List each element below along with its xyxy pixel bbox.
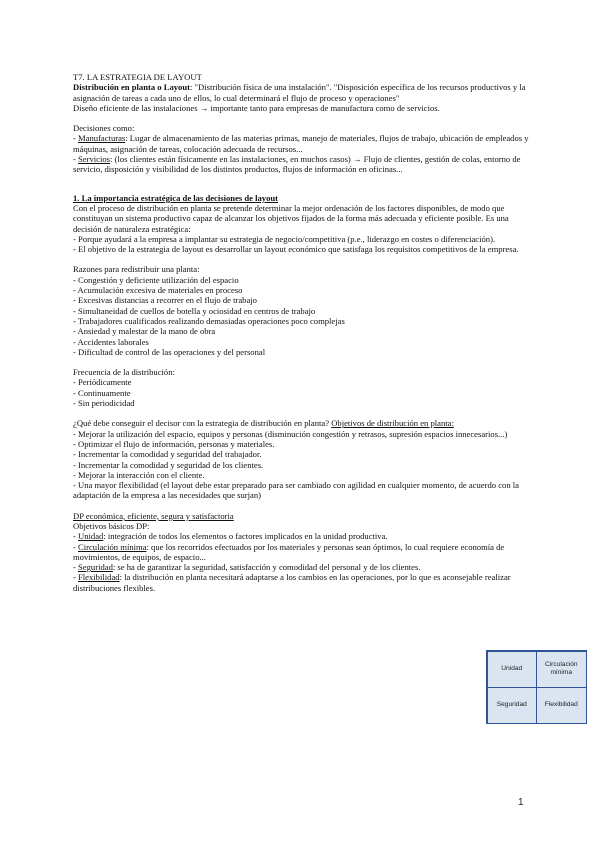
list-item: - Acumulación excesiva de materiales en proceso — [73, 285, 243, 296]
document-body — [73, 72, 535, 593]
dp-item: - Circulación mínima: que los recorridos efectuados por los materiales y personas sean óptimos, lo cual requiere economía de movimientos, de equipos, de espacio... — [73, 541, 505, 562]
list-item: - Sin periodicidad — [73, 398, 135, 409]
dp-text: : se ha de garantizar la seguridad, satisfacción y comodidad del personal y de los clientes. — [112, 562, 421, 573]
dp-objectives-grid — [486, 650, 587, 724]
decision-term: Manufacturas — [78, 133, 126, 144]
list-item: - Periódicamente — [73, 377, 132, 388]
section-1-paragraph: - El objetivo de la estrategia de layout es desarrollar un layout económico que satisfaga los requisitos competitivos de la empresa. — [73, 244, 519, 255]
section-1-paragraph: - Porque ayudará a la empresa a implantar su estrategia de negocio/competitiva (p.e., liderazgo en costes o diferenciación). — [73, 233, 496, 244]
dp-term: Flexibilidad — [78, 572, 120, 583]
decision-text: : Lugar de almacenamiento de las materias primas, manejo de materiales, flujos de trabajo, ubicación de empleados y máquinas, asignación de tareas, colocación adecuada de recursos... — [73, 133, 529, 154]
list-item: - Incrementar la comodidad y seguridad de los clientes. — [73, 459, 264, 470]
dp-term: Unidad — [78, 531, 104, 542]
intro-definition — [73, 82, 535, 103]
section-1-title: 1. La importancia estratégica de las decisiones de layout — [73, 192, 279, 203]
list-item: - Optimizar el flujo de información, personas y materiales. — [73, 438, 275, 449]
list-item: - Una mayor flexibilidad (el layout debe estar preparado para ser cambiado con agilidad en cualquier momento, de acuerdo con la adaptación de la empresa a las necesidades que surjan) — [73, 480, 519, 501]
objectives-header — [73, 418, 535, 428]
section-1-paragraph: Con el proceso de distribución en planta se pretende determinar la mejor ordenación de los factores disponibles, de modo que constituyan un sistema productivo capaz de alcanzar los objetivos fijados de la forma más adecuada y eficiente posible. Es una decisión de naturaleza estratégica: — [73, 202, 509, 234]
chapter-heading: T7. LA ESTRATEGIA DE LAYOUT — [73, 72, 202, 82]
list-item: - Continuamente — [73, 387, 131, 398]
dp-term: Seguridad — [78, 562, 113, 573]
intro-design-line: Diseño eficiente de las instalaciones → importante tanto para empresas de manufactura como de servicios. — [73, 102, 440, 113]
list-item: - Incrementar la comodidad y seguridad del trabajador. — [73, 449, 262, 460]
list-item: - Mejorar la utilización del espacio, equipos y personas (disminución congestión y retrasos, supresión espacios innecesarios...) — [73, 428, 508, 439]
grid-cell-circulacion-minima: Circulación mínima — [536, 651, 587, 688]
dp-item: - Unidad: integración de todos los elementos o factores implicados en la unidad productiva. — [73, 531, 388, 542]
decision-prefix: - — [73, 133, 79, 144]
objectives-question: ¿Qué debe conseguir el decisor con la estrategia de distribución en planta? — [73, 418, 332, 429]
decision-item — [73, 133, 535, 154]
dp-term: Circulación mínima — [78, 541, 147, 552]
dp-item: - Flexibilidad: la distribución en planta necesitará adaptarse a los cambios en las operaciones, por lo que es aconsejable realizar distribuciones flexibles. — [73, 572, 511, 593]
frequency-title: Frecuencia de la distribución: — [73, 367, 175, 378]
list-item: - Congestión y deficiente utilización del espacio — [73, 274, 239, 285]
dp-title: DP económica, eficiente, segura y satisfactoria — [73, 510, 234, 521]
grid-cell-flexibilidad: Flexibilidad — [536, 687, 587, 724]
intro-term: Distribución en planta o Layout — [73, 82, 190, 93]
dp-subtitle: Objetivos básicos DP: — [73, 520, 150, 531]
reasons-title: Razones para redistribuir una planta: — [73, 264, 200, 275]
page-number: 1 — [518, 797, 524, 808]
list-item: - Dificultad de control de las operaciones y del personal — [73, 346, 266, 357]
grid-cell-seguridad: Seguridad — [487, 687, 538, 724]
list-item: - Ansiedad y malestar de la mano de obra — [73, 326, 216, 337]
dp-text: : que los recorridos efectuados por los materiales y personas sean óptimos, lo cual requiere economía de movimientos, de equipos, de espacio... — [73, 541, 505, 562]
decisions-title: Decisiones como: — [73, 123, 135, 134]
list-item: - Simultaneidad de cuellos de botella y ociosidad en centros de trabajo — [73, 305, 316, 316]
dp-item: - Seguridad: se ha de garantizar la seguridad, satisfacción y comodidad del personal y de los clientes. — [73, 562, 421, 573]
dp-text: : la distribución en planta necesitará adaptarse a los cambios en las operaciones, por lo que es aconsejable realizar distribuciones flexibles. — [73, 572, 511, 593]
list-item: - Mejorar la interacción con el cliente. — [73, 469, 205, 480]
decision-text: : (los clientes están físicamente en las instalaciones, en muchos casos) → Flujo de clientes, gestión de colas, entorno de servicio, disposición y visibilidad de los distintos productos, flujos de información en oficinas... — [73, 154, 521, 175]
decision-prefix: - — [73, 154, 79, 165]
dp-text: : integración de todos los elementos o factores implicados en la unidad productiva. — [103, 531, 388, 542]
list-item: - Accidentes laborales — [73, 336, 149, 347]
objectives-title: Objetivos de distribución en planta: — [331, 418, 454, 429]
decision-term: Servicios — [78, 154, 110, 165]
grid-cell-unidad: Unidad — [487, 651, 538, 688]
decision-item — [73, 154, 535, 175]
intro-definition-text: : "Distribución física de una instalación". "Disposición específica de los recursos productivos y la asignación de tareas a cada uno de ellos, lo cual determinará el flujo de proceso y operaciones" — [73, 82, 526, 103]
list-item: - Trabajadores cualificados realizando demasiadas operaciones poco complejas — [73, 315, 345, 326]
list-item: - Excesivas distancias a recorrer en el flujo de trabajo — [73, 295, 257, 306]
